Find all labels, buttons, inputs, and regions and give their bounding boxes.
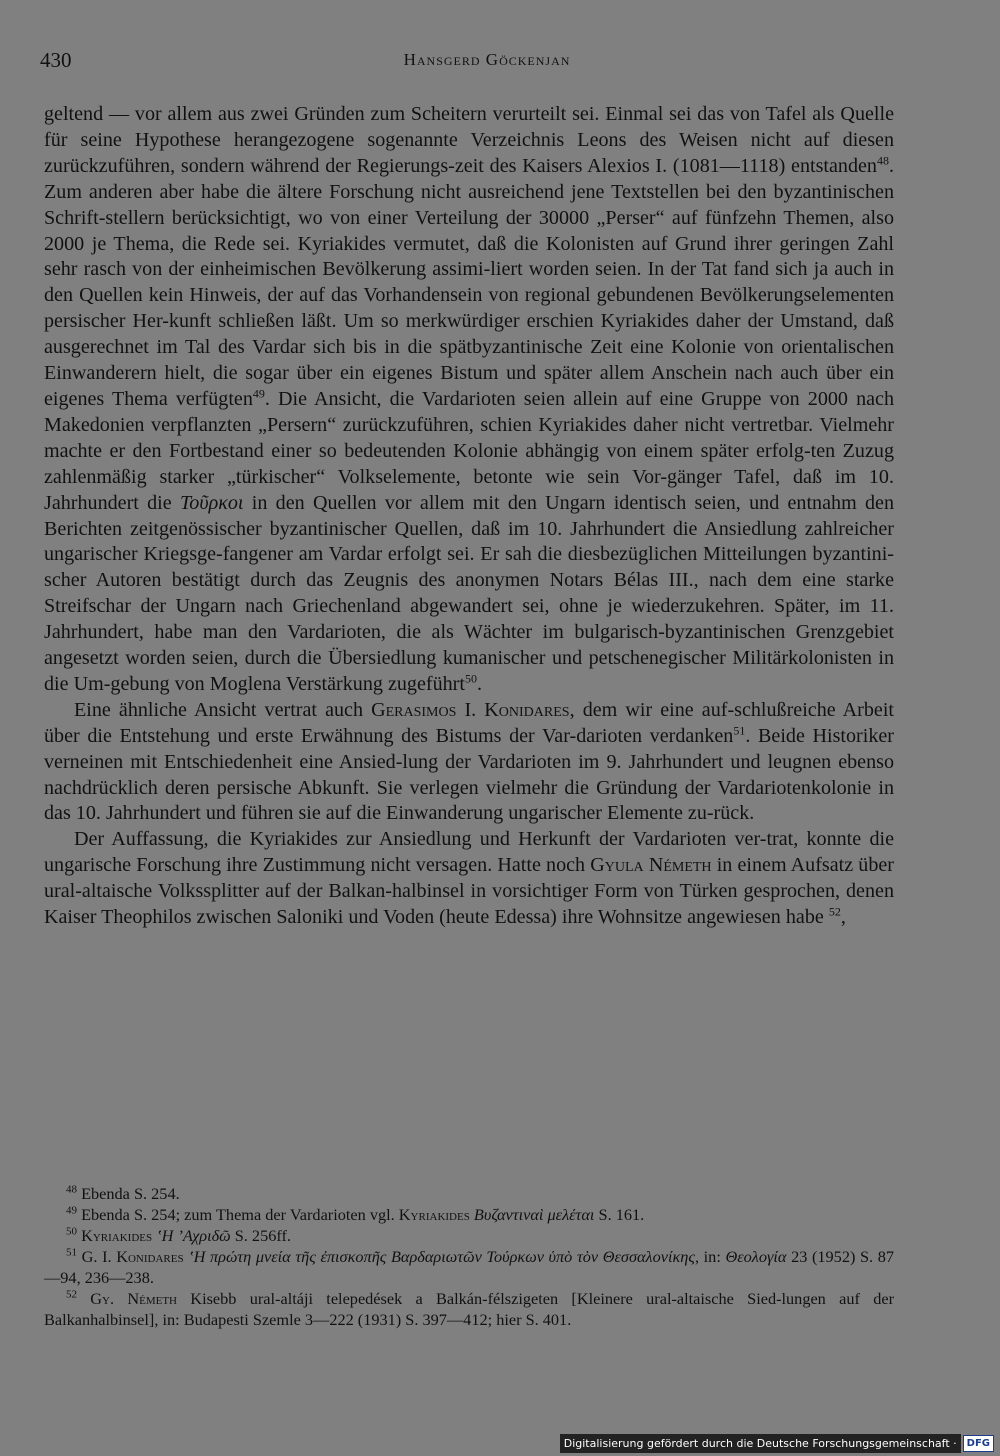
text-run: in den Quellen vor allem mit den Ungarn identisch seien, und entnahm den Berichten zeitgenössischer byzantinischer Quellen, daß im 10. Jahrhundert die Ansiedlung zahlreicher ungarischer Kriegsge-fangener am Vardar erfolgt sei. Er sah die diesbezüglichen Mitteilungen byzantini-scher Autoren bestätigt durch das Zeugnis des anonymen Notars Bélas III., nach dem eine starke Streifschar der Ungarn nach Griechenland abgewandert sei, ohne je wiederzukehren. Später, im 11. Jahrhundert, habe man den Vardarioten, die als Wächter im bulgarisch-byzantinischen Grenzgebiet angesetzt worden seien, durch die Übersiedlung kumanischer und petschenegischer Militärkolonisten in die Um-gebung von Moglena Verstärkung zugeführt: [44, 491, 894, 695]
footnote-ref-51[interactable]: 51: [733, 723, 746, 738]
greek-journal: Θεολογία: [725, 1247, 787, 1266]
author-name: Konidares: [116, 1247, 184, 1266]
footnote-51: [44, 1246, 894, 1288]
footnote-48: [44, 1183, 894, 1204]
footnote-50: [44, 1225, 894, 1246]
page-number: 430: [40, 48, 72, 72]
text-run: . Zum anderen aber habe die ältere Forschung nicht ausreichend jene Textstellen bei den byzantinischen Schrift-stellern berücksichtigt, wo von einer Verteilung der 30000 „Perser“ auf fünfzehn Themen, also 2000 je Thema, die Rede sei. Kyriakides vermutet, daß die Kolonisten auf Grund ihrer geringen Zahl sehr rasch von der einheimischen Bevölkerung assimi-liert worden seien. In der Tat fand sich ja auch in den Quellen kein Hinweis, der auf das Vorhandensein von regional gebundenen Bevölkerungselementen persischer Her-kunft schließen läßt. Um so merkwürdiger erschien Kyriakides daher der Umstand, daß ausgerechnet im Tal des Vardar sich bis in die spätbyzantinische Zeit eine Kolonie von orientalischen Einwanderern hielt, die sogar über ein eigenes Bistum und später allem Anschein nach auch über ein eigenes Thema verfügten: [44, 154, 894, 410]
text-run: Der Auffassung, die Kyriakides zur Ansiedlung und Herkunft der Vardarioten ver-trat, konnte die ungarische Forschung ihre Zustimmung nicht versagen. Hatte noch: [44, 828, 894, 877]
text-run: .: [476, 672, 482, 695]
dfg-logo-icon: DFG: [963, 1435, 994, 1452]
footnote-text: S. 256ff.: [230, 1226, 291, 1245]
footnote-number: 52: [66, 1288, 77, 1301]
author-name: Gyula Németh: [590, 854, 712, 877]
footnote-52: [44, 1288, 894, 1330]
greek-title: ʽΗ πρώτη μνεία τῆς ἐπισκοπῆς Βαρδαριωτῶν Τούρκων ὑπὸ τὸν Θεσσαλονίκης: [188, 1247, 695, 1266]
footnote-number: 48: [66, 1183, 77, 1196]
text-run: in einem Aufsatz über ural-altaische Volkssplitter auf der Balkan-halbinsel in vorsichtiger Form von Türken gesprochen, denen Kaiser Theophilos zwischen Saloniki und Voden (heute Edessa) ihre Wohnsitze angewiesen habe: [44, 854, 894, 929]
digitization-footer: [560, 1432, 994, 1454]
author-name: Gerasimos I. Konidares: [371, 698, 570, 721]
text-run: ,: [840, 906, 846, 929]
text-run: . Beide Historiker verneinen mit Entschiedenheit eine Ansied-lung der Vardarioten im 9. Jahrhundert und leugnen ebenso nachdrücklich deren persische Abkunft. Sie verlegen vielmehr die Gründung der Vardariotenkolonie in das 10. Jahrhundert und führen sie auf die Einwanderung ungarischer Elemente zu-rück.: [44, 724, 894, 825]
footnote-number: 49: [66, 1204, 77, 1217]
greek-term: Τοῦρκοι: [179, 491, 244, 514]
body-text: [44, 102, 894, 931]
footnote-ref-49[interactable]: 49: [252, 386, 265, 401]
footnote-text: Kisebb ural-altáji telepedések a Balkán-félszigeten [Kleinere ural-altaische Sied-lungen auf der Balkanhalbinsel], in: Budapesti Szemle 3—222 (1931) S. 397—412; hier S. 401.: [44, 1289, 894, 1329]
footer-text: Digitalisierung gefördert durch die Deutsche Forschungsgemeinschaft ·: [560, 1434, 961, 1453]
footnote-number: 50: [66, 1225, 77, 1238]
footnotes: [44, 1183, 894, 1330]
text-run: , dem wir eine auf-schlußreiche Arbeit über die Entstehung und erste Erwähnung des Bistums der Var-darioten verdanken: [44, 698, 894, 747]
page-header: [40, 48, 934, 78]
greek-title: Βυζαντιναὶ μελέται: [473, 1205, 595, 1224]
text-run: Eine ähnliche Ansicht vertrat auch: [74, 698, 372, 721]
footnote-text: S. 161.: [594, 1205, 645, 1224]
footnote-text: 23 (1952) S. 87—94, 236—238.: [44, 1247, 895, 1287]
paragraph-2: [44, 698, 894, 828]
greek-title: ʽΗ ʼΑχριδῶ: [156, 1226, 231, 1245]
footnote-49: [44, 1204, 894, 1225]
footnote-ref-48[interactable]: 48: [876, 153, 889, 168]
footnote-text: Ebenda S. 254.: [81, 1184, 180, 1203]
paragraph-1: [44, 102, 894, 698]
footnote-ref-52[interactable]: 52: [828, 904, 841, 919]
footnote-text: , in:: [694, 1247, 726, 1266]
paragraph-3: [44, 827, 894, 931]
author-name: Kyriakides: [398, 1205, 470, 1224]
text-run: . Die Ansicht, die Vardarioten seien allein auf eine Gruppe von 2000 nach Makedonien verpflanzten „Persern“ zurückzuführen, schien Kyriakides daher nicht vertretbar. Vielmehr machte er den Fortbestand einer so bedeutenden Kolonie abhängig von einem später erfolg-ten Zuzug zahlenmäßig starker „türkischer“ Volkselemente, betonte wie sein Vor-gänger Tafel, daß im 10. Jahrhundert die: [44, 387, 895, 514]
text-run: geltend — vor allem aus zwei Gründen zum Scheitern verurteilt sei. Einmal sei das von Tafel als Quelle für seine Hypothese herangezogene sogenannte Verzeichnis Leons des Weisen nicht auf diesen zurückzuführen, sondern während der Regierungs-zeit des Kaisers Alexios I. (1081—1118) entstanden: [44, 103, 894, 177]
author-name: Gy. Németh: [90, 1289, 178, 1308]
footnote-text: G. I.: [81, 1247, 117, 1266]
footnote-text: Ebenda S. 254; zum Thema der Vardarioten vgl.: [81, 1205, 399, 1224]
footnote-number: 51: [66, 1246, 77, 1259]
running-head: Hansgerd Göckenjan: [403, 50, 571, 69]
footnote-ref-50[interactable]: 50: [464, 671, 477, 686]
author-name: Kyriakides: [81, 1226, 153, 1245]
